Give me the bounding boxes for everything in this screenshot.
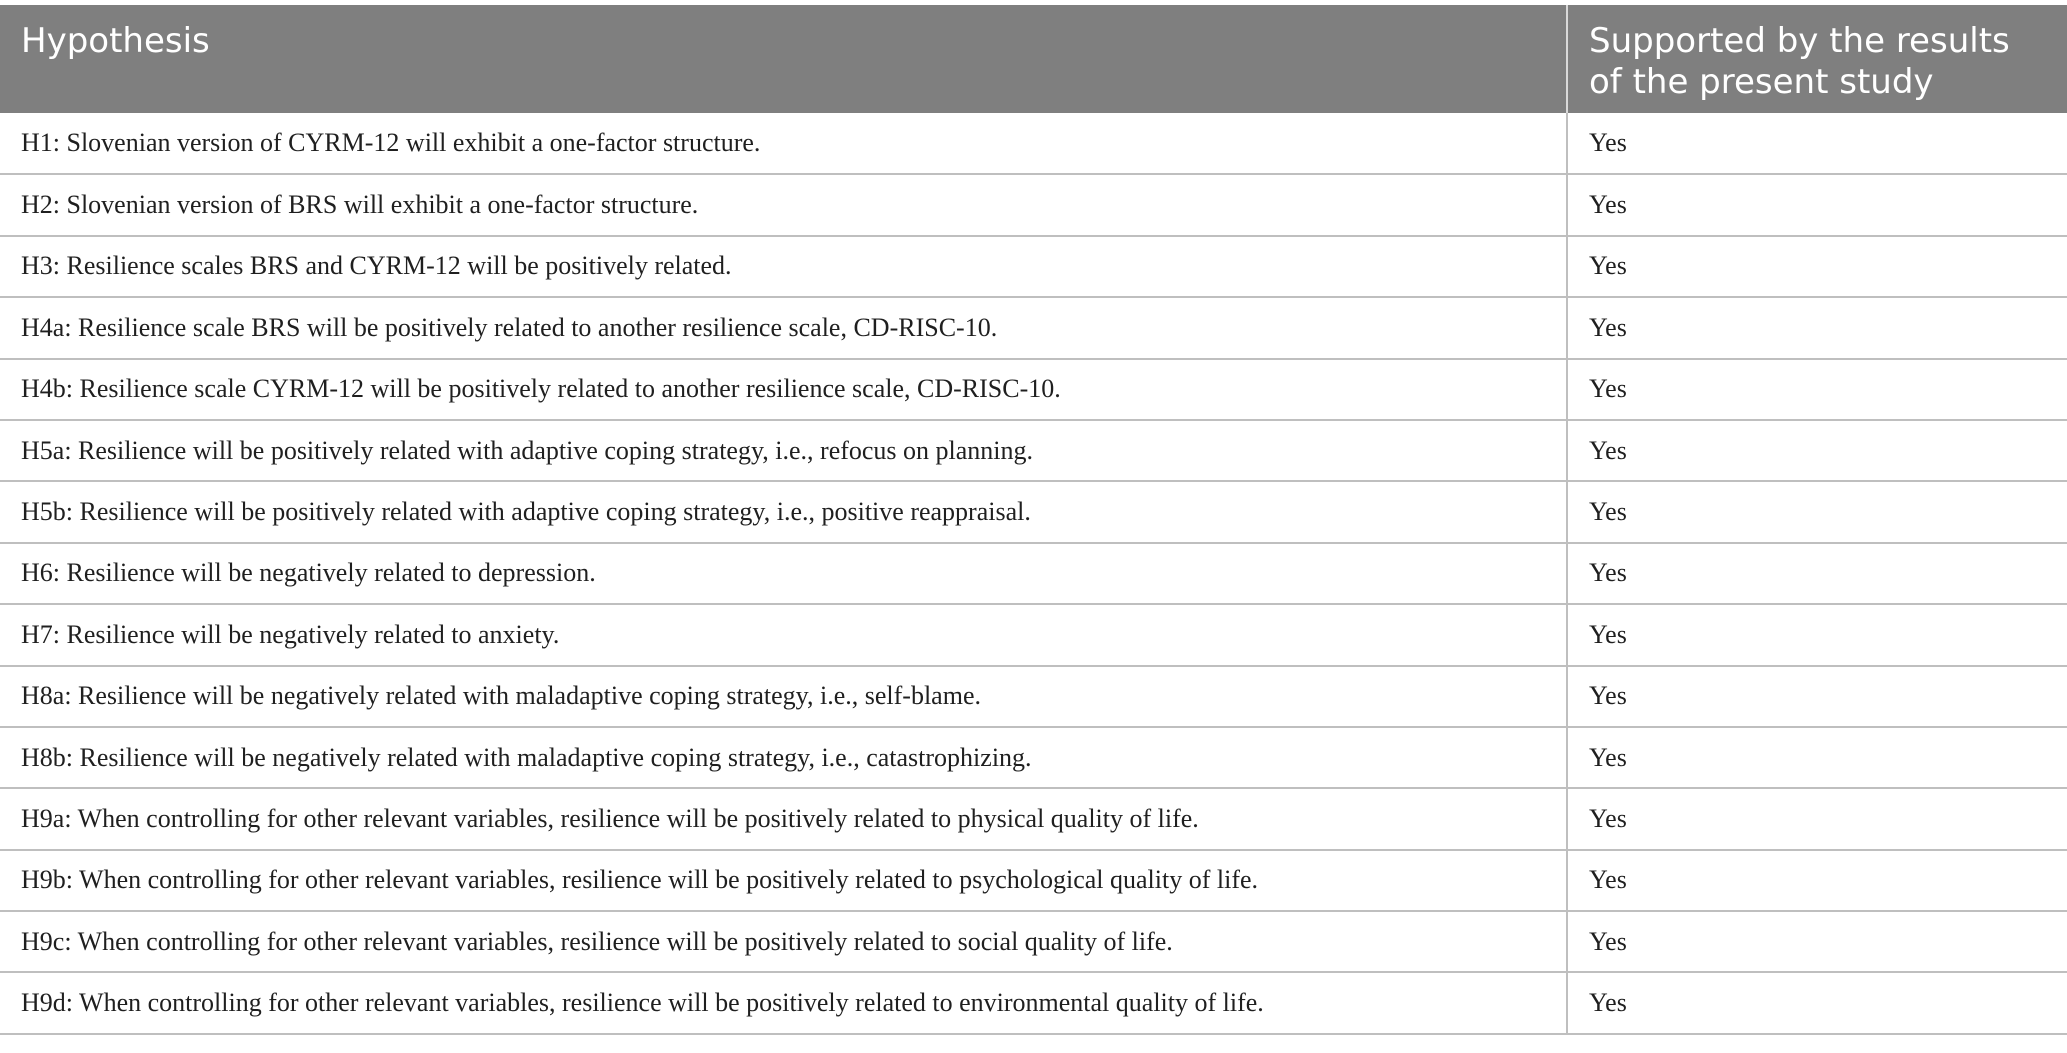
supported-cell: Yes bbox=[1567, 850, 2067, 911]
hypothesis-cell: H5b: Resilience will be positively related with adaptive coping strategy, i.e., positive reappraisal. bbox=[0, 481, 1567, 542]
hypotheses-table-container bbox=[0, 5, 2067, 1035]
hypothesis-cell: H2: Slovenian version of BRS will exhibit a one-factor structure. bbox=[0, 174, 1567, 235]
supported-cell: Yes bbox=[1567, 359, 2067, 420]
table-row bbox=[0, 850, 2067, 911]
hypothesis-cell: H9c: When controlling for other relevant variables, resilience will be positively related to social quality of life. bbox=[0, 911, 1567, 972]
table-row bbox=[0, 911, 2067, 972]
hypothesis-cell: H7: Resilience will be negatively related to anxiety. bbox=[0, 604, 1567, 665]
table-row bbox=[0, 972, 2067, 1033]
hypothesis-cell: H9b: When controlling for other relevant variables, resilience will be positively related to psychological quality of life. bbox=[0, 850, 1567, 911]
supported-cell: Yes bbox=[1567, 481, 2067, 542]
column-header-hypothesis: Hypothesis bbox=[0, 5, 1567, 113]
table-row bbox=[0, 604, 2067, 665]
supported-cell: Yes bbox=[1567, 911, 2067, 972]
hypothesis-cell: H4a: Resilience scale BRS will be positively related to another resilience scale, CD-RISC-10. bbox=[0, 297, 1567, 358]
table-row bbox=[0, 788, 2067, 849]
hypothesis-cell: H8b: Resilience will be negatively related with maladaptive coping strategy, i.e., catastrophizing. bbox=[0, 727, 1567, 788]
table-body bbox=[0, 113, 2067, 1034]
hypothesis-cell: H9a: When controlling for other relevant variables, resilience will be positively related to physical quality of life. bbox=[0, 788, 1567, 849]
table-row bbox=[0, 420, 2067, 481]
supported-cell: Yes bbox=[1567, 297, 2067, 358]
hypotheses-table bbox=[0, 5, 2067, 1035]
supported-cell: Yes bbox=[1567, 174, 2067, 235]
hypothesis-cell: H1: Slovenian version of CYRM-12 will exhibit a one-factor structure. bbox=[0, 113, 1567, 174]
table-row bbox=[0, 113, 2067, 174]
supported-cell: Yes bbox=[1567, 113, 2067, 174]
supported-cell: Yes bbox=[1567, 604, 2067, 665]
hypothesis-cell: H8a: Resilience will be negatively related with maladaptive coping strategy, i.e., self-blame. bbox=[0, 666, 1567, 727]
supported-cell: Yes bbox=[1567, 236, 2067, 297]
table-row bbox=[0, 359, 2067, 420]
table-row bbox=[0, 236, 2067, 297]
hypothesis-cell: H6: Resilience will be negatively related to depression. bbox=[0, 543, 1567, 604]
table-row bbox=[0, 481, 2067, 542]
supported-cell: Yes bbox=[1567, 788, 2067, 849]
table-row bbox=[0, 174, 2067, 235]
supported-cell: Yes bbox=[1567, 420, 2067, 481]
supported-cell: Yes bbox=[1567, 972, 2067, 1033]
column-header-supported: Supported by the results of the present study bbox=[1567, 5, 2067, 113]
table-row bbox=[0, 727, 2067, 788]
table-row bbox=[0, 297, 2067, 358]
hypothesis-cell: H4b: Resilience scale CYRM-12 will be positively related to another resilience scale, CD-RISC-10. bbox=[0, 359, 1567, 420]
supported-cell: Yes bbox=[1567, 543, 2067, 604]
supported-cell: Yes bbox=[1567, 727, 2067, 788]
hypothesis-cell: H9d: When controlling for other relevant variables, resilience will be positively related to environmental quality of life. bbox=[0, 972, 1567, 1033]
header-row bbox=[0, 5, 2067, 113]
hypothesis-cell: H3: Resilience scales BRS and CYRM-12 will be positively related. bbox=[0, 236, 1567, 297]
table-row bbox=[0, 543, 2067, 604]
hypothesis-cell: H5a: Resilience will be positively related with adaptive coping strategy, i.e., refocus on planning. bbox=[0, 420, 1567, 481]
supported-cell: Yes bbox=[1567, 666, 2067, 727]
table-row bbox=[0, 666, 2067, 727]
table-header bbox=[0, 5, 2067, 113]
